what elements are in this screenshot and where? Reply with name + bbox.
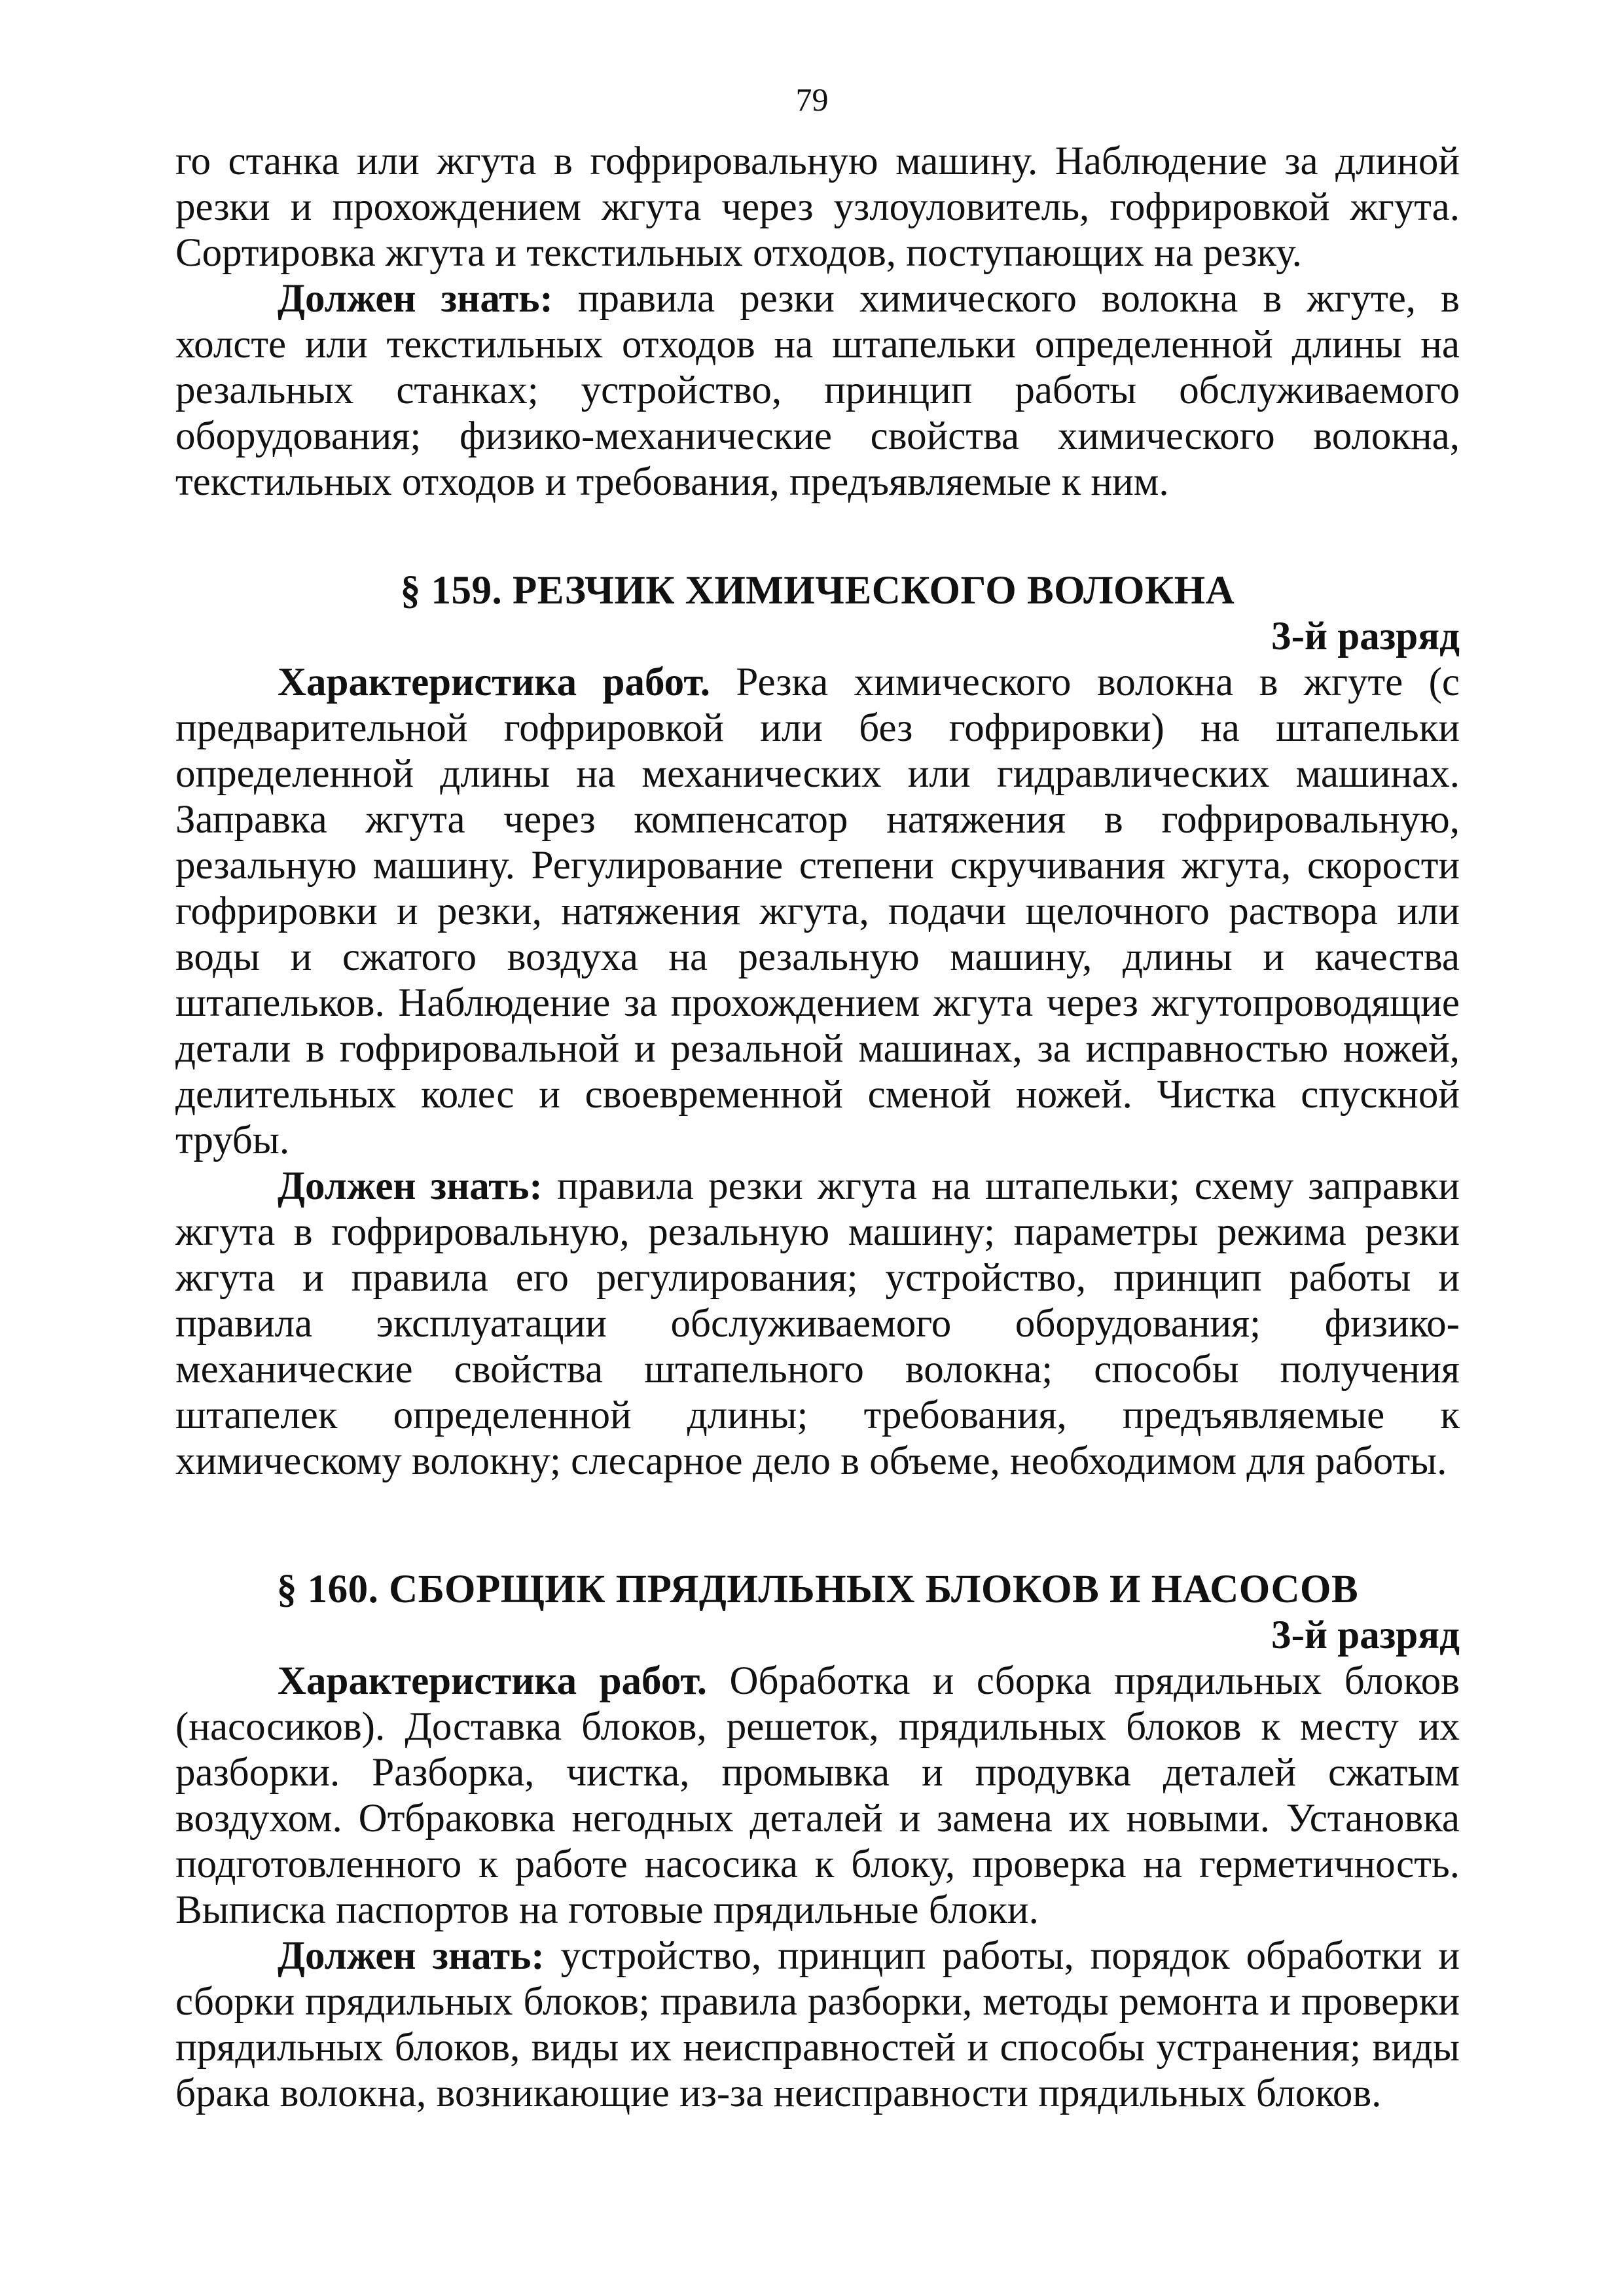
page-body xyxy=(175,139,1460,2117)
knowledge-text: правила резки химического волокна в жгуте, в холсте или текстильных отходов на штапельки определенной длины на резальных станках; устройство, принцип работы обслуживаемого оборудования; физико-механические свойства химического волокна, текстильных отходов и требования, предъявляемые к ним. xyxy=(175,277,1460,504)
knowledge-text: правила резки жгута на штапельки; схему заправки жгута в гофрировальную, резальную машину; параметры режима резки жгута и правила его регулирования; устройство, принцип работы и правила эксплуатации обслуживаемого оборудования; физико-механические свойства штапельного волокна; способы получения штапелек определенной длины; требования, предъявляемые к химическому волокну; слесарное дело в объеме, необходимом для работы. xyxy=(175,1164,1460,1483)
knowledge-label: Должен знать: xyxy=(278,277,553,321)
work-label: Характеристика работ. xyxy=(278,1659,708,1703)
knowledge-label: Должен знать: xyxy=(278,1164,543,1208)
section-160-work-paragraph xyxy=(175,1659,1460,1933)
page-number: 79 xyxy=(795,81,829,118)
section-160-grade: 3-й разряд xyxy=(1271,1613,1460,1657)
work-label: Характеристика работ. xyxy=(278,660,710,704)
section-160-knowledge-paragraph xyxy=(175,1933,1460,2117)
section-159-work-paragraph xyxy=(175,660,1460,1164)
section-160-title: § 160. СБОРЩИК ПРЯДИЛЬНЫХ БЛОКОВ И НАСОСОВ xyxy=(276,1568,1359,1611)
intro-knowledge-paragraph xyxy=(175,276,1460,505)
section-159-title: § 159. РЕЗЧИК ХИМИЧЕСКОГО ВОЛОКНА xyxy=(400,569,1235,613)
section-159-grade: 3-й разряд xyxy=(1271,615,1460,658)
knowledge-label: Должен знать: xyxy=(278,1934,545,1978)
knowledge-text: устройство, принцип работы, порядок обработки и сборки прядильных блоков; правила разборки, методы ремонта и проверки прядильных блоков, виды их неисправностей и способы устранения; виды брака волокна, возникающие из-за неисправности прядильных блоков. xyxy=(175,1934,1460,2115)
section-159-knowledge-paragraph xyxy=(175,1164,1460,1484)
intro-continuation-paragraph: го станка или жгута в гофрировальную машину. Наблюдение за длиной резки и прохождением жгута через узлоуловитель, гофрировкой жгута. Сортировка жгута и текстильных отходов, поступающих на резку. xyxy=(175,139,1460,275)
work-text: Резка химического волокна в жгуте (с предварительной гофрировкой или без гофрировки) на штапельки определенной длины на механических или гидравлических машинах. Заправка жгута через компенсатор натяжения в гофрировальную, резальную машину. Регулирование степени скручивания жгута, скорости гофрировки и резки, натяжения жгута, подачи щелочного раствора или воды и сжатого воздуха на резальную машину, длины и качества штапельков. Наблюдение за прохождением жгута через жгутопроводящие детали в гофрировальной и резальной машинах, за исправностью ножей, делительных колес и своевременной сменой ножей. Чистка спускной трубы. xyxy=(175,660,1460,1162)
work-text: Обработка и сборка прядильных блоков (насосиков). Доставка блоков, решеток, прядильных блоков к месту их разборки. Разборка, чистка, промывка и продувка деталей сжатым воздухом. Отбраковка негодных деталей и замена их новыми. Установка подготовленного к работе насосика к блоку, проверка на герметичность. Выписка паспортов на готовые прядильные блоки. xyxy=(175,1659,1460,1932)
